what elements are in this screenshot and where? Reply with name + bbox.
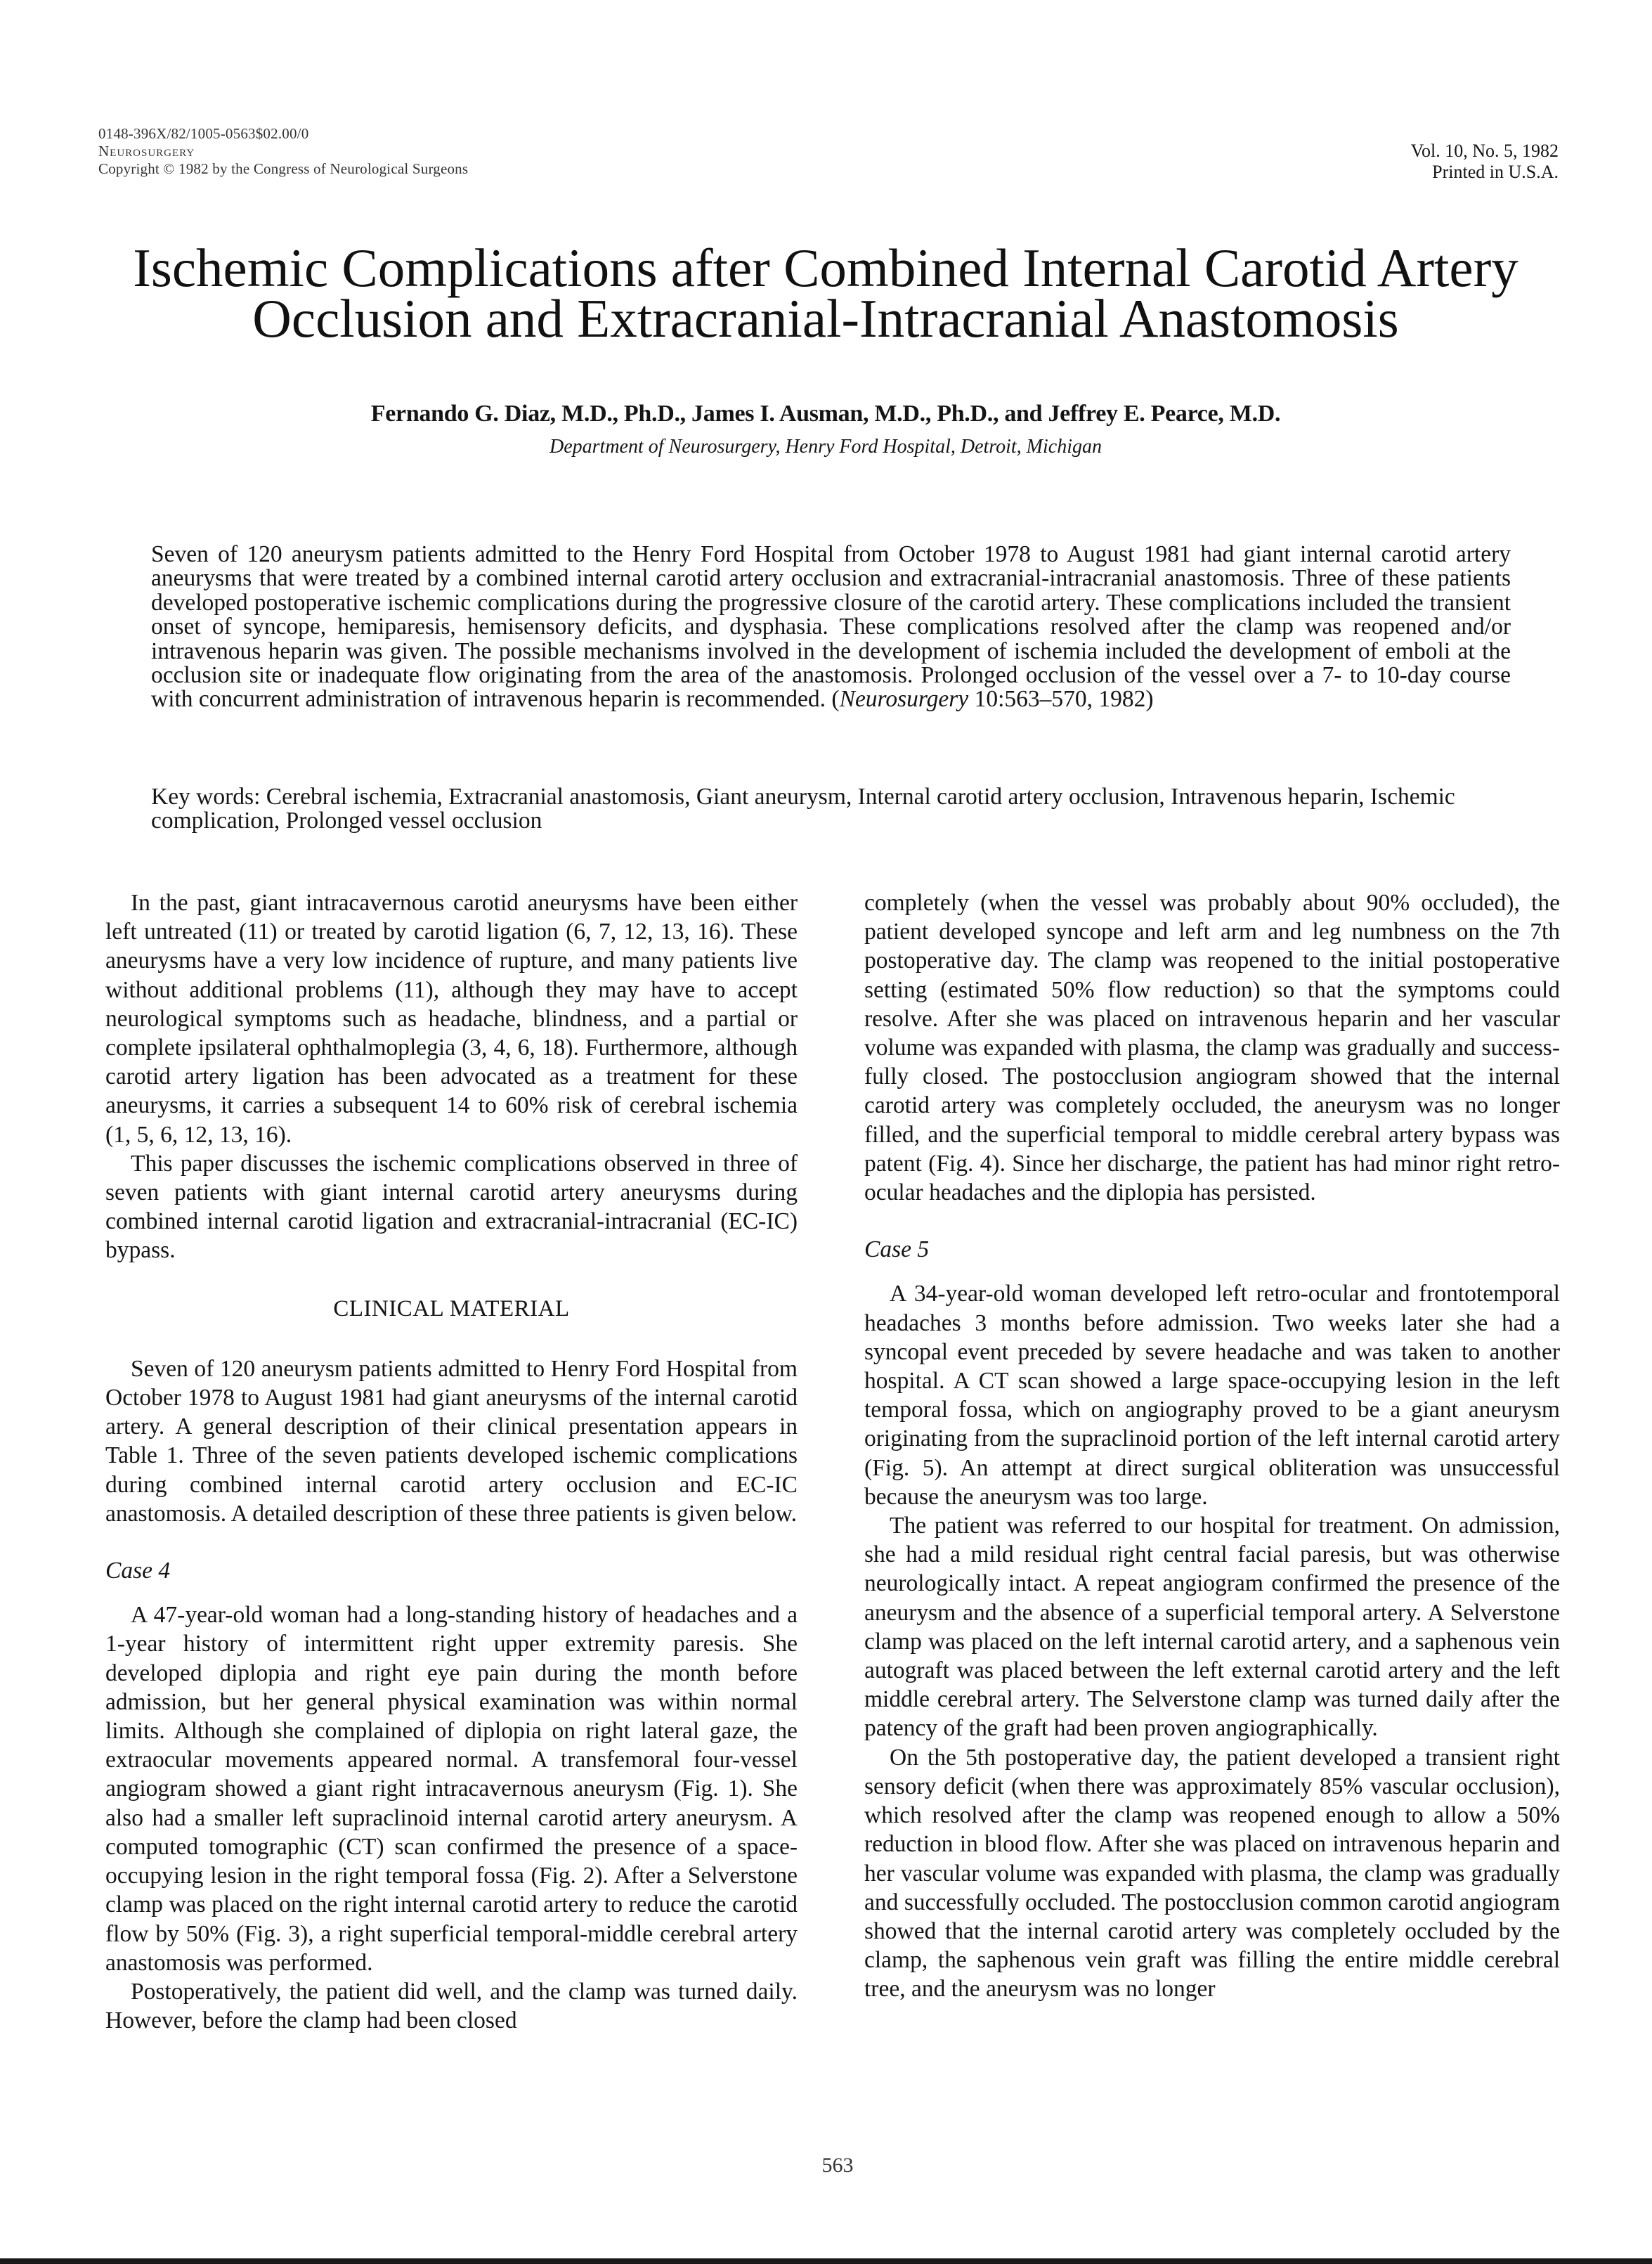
journal-header-left — [98, 125, 468, 178]
citation-journal: Neurosurgery — [839, 686, 969, 713]
keywords: Key words: Cerebral ischemia, Extracranial anastomosis, Giant aneurysm, Internal carotid artery occlusion, Intravenous heparin, Ischemic complication, Prolonged vessel occlusion — [151, 784, 1455, 834]
abstract — [151, 543, 1511, 712]
case-4-paragraph-1: A 47-year-old woman had a long-standing history of headaches and a 1-year history of intermittent right upper extremity paresis. She developed diplopia and right eye pain during the month before admission, but her general physical examination was within normal limits. Although she complained of diplopia on right lateral gaze, the extraocular movements appeared normal. A transfemoral four-vessel angiogram showed a giant right intracavernous aneurysm (Fig. 1). She also had a smaller left supraclinoid internal carotid artery aneurysm. A computed tomographic (CT) scan confirmed the presence of a space-occupying lesion in the right temporal fossa (Fig. 2). After a Selverstone clamp was placed on the right internal carotid artery to reduce the carotid flow by 50% (Fig. 3), a right superficial temporal-middle cerebral artery anastomosis was performed. — [105, 1602, 798, 1976]
case-4-paragraph-2-continued: completely (when the vessel was probably about 90% occluded), the patient developed syncope and left arm and leg numbness on the 7th postoperative day. The clamp was reopened to the initial postoperative setting (estimated 50% flow reduction) so that the symptoms could resolve. After she was placed on intravenous heparin and her vascular volume was expanded with plasma, the clamp was gradually and successfully closed. The postocclusion angiogram showed that the internal carotid artery was completely occluded, the aneurysm was no longer filled, and the superficial temporal to middle cerebral artery bypass was patent (Fig. 4). Since her discharge, the patient has had minor right retro-ocular headaches and the diplopia has persisted. — [864, 890, 1560, 1206]
clinical-paragraph-1: Seven of 120 aneurysm patients admitted to Henry Ford Hospital from October 1978 to August 1981 had giant aneurysms of the internal carotid artery. A general description of their clinical presentation appears in Table 1. Three of the seven patients developed ischemic complications during combined internal carotid artery occlusion and EC-IC anastomosis. A detailed description of these three patients is given below. — [105, 1355, 798, 1527]
case-5-heading: Case 5 — [864, 1236, 930, 1263]
scan-edge-band — [0, 2258, 1652, 2264]
journal-name: Neurosurgery — [98, 143, 195, 160]
title-line-1: Ischemic Complications after Combined Internal Carotid Artery — [133, 238, 1518, 298]
citation-details: 10:563–570, 1982) — [968, 686, 1154, 713]
case-4-paragraph-2: Postoperatively, the patient did well, and the clamp was turned daily. However, before the clamp had been closed — [105, 1978, 798, 2034]
copyright-line: Copyright © 1982 by the Congress of Neurological Surgeons — [98, 160, 469, 177]
article-code: 0148-396X/82/1005-0563$02.00/0 — [98, 125, 309, 142]
author-list: Fernando G. Diaz, M.D., Ph.D., James I. Ausman, M.D., Ph.D., and Jeffrey E. Pearce, M.D. — [370, 401, 1281, 427]
volume-issue: Vol. 10, No. 5, 1982 — [1410, 141, 1559, 161]
article-title — [70, 238, 1581, 349]
intro-paragraph-2: This paper discusses the ischemic complications observed in three of seven patients with giant internal carotid artery aneurysms during combined internal carotid ligation and extracranial-intracranial (EC-IC) bypass. — [105, 1150, 798, 1264]
journal-header-right — [1383, 141, 1559, 183]
intro-paragraph-1: In the past, giant intracavernous carotid aneurysms have been either left untreated (11) or treated by carotid ligation (6, 7, 12, 13, 16). These aneurysms have a very low incidence of rupture, and many patients live without additional problems (11), although they may have to accept neurological symptoms such as headache, blindness, and a partial or complete ipsilateral ophthalmoplegia (3, 4, 6, 18). Furthermore, although carotid artery ligation has been advocated as a treatment for these aneurysms, it carries a subsequent 14 to 60% risk of cerebral ischemia (1, 5, 6, 12, 13, 16). — [105, 890, 798, 1148]
section-heading-clinical-material: CLINICAL MATERIAL — [333, 1295, 570, 1321]
left-column — [105, 888, 798, 2035]
right-column — [864, 888, 1560, 2004]
case-5-paragraph-1: A 34-year-old woman developed left retro-ocular and frontotemporal headaches 3 months before admission. Two weeks later she had a syncopal event preceded by severe headache and was taken to another hospital. A CT scan showed a large space-occupying lesion in the left temporal fossa, which on angiography proved to be a giant aneurysm originating from the supraclinoid portion of the left internal carotid artery (Fig. 5). An attempt at direct surgical obliteration was unsuccessful because the aneurysm was too large. — [864, 1281, 1560, 1510]
page-number: 563 — [821, 2154, 854, 2177]
affiliation: Department of Neurosurgery, Henry Ford Hospital, Detroit, Michigan — [549, 436, 1102, 458]
case-4-heading: Case 4 — [105, 1558, 171, 1584]
printed-location: Printed in U.S.A. — [1432, 162, 1559, 182]
case-5-paragraph-3: On the 5th postoperative day, the patient developed a transient right sensory deficit (when there was approximately 85% vascular occlusion), which resolved after the clamp was reopened enough to allow a 50% reduction in blood flow. After she was placed on intravenous heparin and her vascular volume was expanded with plasma, the clamp was gradually and successfully occluded. The postocclusion common carotid angiogram showed that the internal carotid artery was completely occluded by the clamp, the saphenous vein graft was filling the entire middle cerebral tree, and the aneurysm was no longer — [864, 1744, 1560, 2003]
case-5-paragraph-2: The patient was referred to our hospital for treatment. On admission, she had a mild residual right central facial paresis, but was otherwise neurologically intact. A repeat angiogram confirmed the presence of the aneurysm and the absence of a superficial temporal artery. A Selverstone clamp was placed on the left internal carotid artery, and a saphenous vein autograft was placed between the left external carotid artery and the left middle cerebral artery. The Selverstone clamp was turned daily after the patency of the graft had been proven angiographically. — [864, 1513, 1560, 1742]
abstract-text: Seven of 120 aneurysm patients admitted to the Henry Ford Hospital from October 1978 to August 1981 had giant internal carotid artery aneurysms that were treated by a combined internal carotid artery occlusion and extracranial-intracranial anastomosis. Three of these patients developed postoperative ischemic complications during the progressive closure of the carotid artery. These complications included the transient onset of syncope, hemiparesis, hemisensory deficits, and dysphasia. These complications resolved after the clamp was reopened and/or intravenous heparin was given. The possible mechanisms involved in the development of ischemia included the development of emboli at the occlusion site or inadequate flow originating from the area of the anastomosis. Prolonged occlusion of the vessel over a 7- to 10-day course with concurrent administration of intravenous heparin is recommended. ( — [151, 541, 1511, 713]
title-line-2: Occlusion and Extracranial-Intracranial Anastomosis — [252, 288, 1399, 349]
